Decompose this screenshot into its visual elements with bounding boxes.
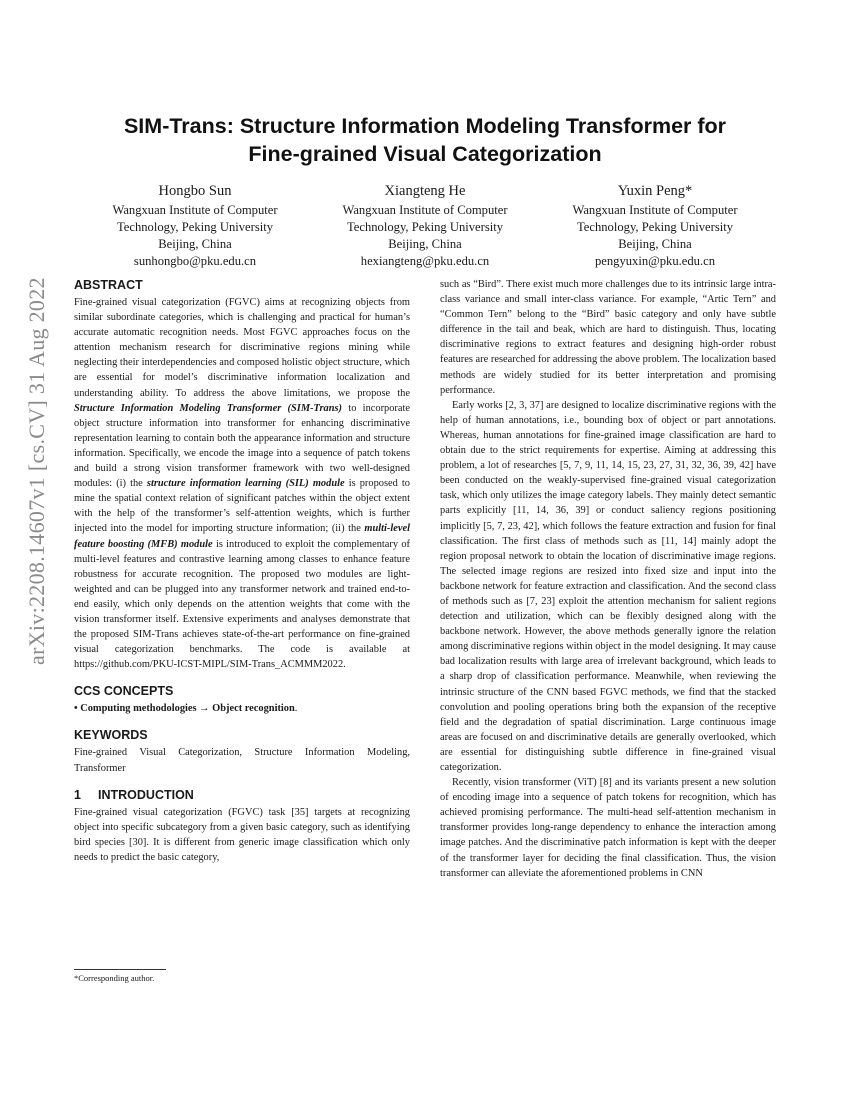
- author-3: [540, 182, 770, 270]
- author-email[interactable]: sunhongbo@pku.edu.cn: [133, 254, 257, 268]
- abstract-emphasis: multi-level feature boosting (MFB) module: [74, 523, 410, 550]
- author-affiliation: Wangxuan Institute of Computer: [342, 203, 508, 217]
- body-paragraph: Recently, vision transformer (ViT) [8] and its variants present a new solution of encoding image into a sequence of patch tokens for recognition, which has achieved promising performance. The multi-head self-attention mechanism in transformer provides long-range dependency to enhance the interaction among image patches. And the discriminative patch information is kept with the deeper of the transformer layer for deciding the final classification. Thus, the vision transformer can alleviate the aforementioned problems in CNN: [440, 777, 776, 879]
- keywords-heading: KEYWORDS: [74, 728, 148, 743]
- intro-heading: [74, 787, 410, 804]
- author-location: Beijing, China: [158, 237, 232, 251]
- abstract-heading: ABSTRACT: [74, 278, 143, 292]
- ccs-trail: .: [294, 703, 298, 715]
- body-paragraph: Early works [2, 3, 37] are designed to localize discriminative regions with the help of human annotations, i.e., bounding box of object or part annotations. Whereas, human annotations for fine-grained image classification are hard to obtain due to the strict requirements for expertise. Aiming at addressing this problem, a lot of researches [5, 7, 9, 11, 14, 15, 23, 27, 31, 32, 36, 39, 42] have been conducted on the weakly-supervised fine-grained visual categorization task, which only utilizes the image category labels. They mainly detect semantic parts explicitly [11, 14, 36, 39] or conduct saliency regions positioning implicitly [5, 7, 23, 42], which follows the feature extraction and fusion for final classification. The first class of methods such as [11, 14] mainly adopt the region proposal network to obtain the location of discriminative image regions. The selected image regions are resized into fixed size and input into the backbone network for feature extraction and classification. And the second class of methods such as [7, 23] exploit the attention mechanism for salient regions detection and utilization, which can be flexibly designed along with the backbone network. However, the above methods generally ignore the relation among discriminative regions within object in the model designing. It may cause bad localization results with large area of irrelevant background, which leads to a sharp drop of classification performance. Meanwhile, when reviewing the intrinsic structure of the CNN based FGVC methods, we find that the stacked convolution and pooling operations bring both the expansion of the receptive field and the degradation of spatial discrimination. Large continuous image areas are focused on and discriminative details are generally overlooked, which are essential for distinguishing subtle difference in fine-grained visual categorization.: [440, 399, 776, 773]
- author-email[interactable]: hexiangteng@pku.edu.cn: [360, 254, 490, 268]
- author-location: Beijing, China: [388, 237, 462, 251]
- author-name: Hongbo Sun: [158, 183, 232, 199]
- keywords-text: Fine-grained Visual Categorization, Structure Information Modeling, Transformer: [74, 747, 410, 774]
- section-title: INTRODUCTION: [98, 787, 194, 802]
- title-line-2: Fine-grained Visual Categorization: [248, 142, 602, 166]
- intro-paragraph: Fine-grained visual categorization (FGVC) task [35] targets at recognizing object into specific subcategory from a given basic category, such as identifying bird species [30]. It is different from generic image classification which only needs to predict the basic category,: [74, 806, 410, 863]
- author-location: Beijing, China: [618, 237, 692, 251]
- author-name: Xiangteng He: [384, 183, 466, 199]
- abstract-emphasis: structure information learning (SIL) module: [146, 478, 345, 490]
- author-affiliation: Technology, Peking University: [116, 220, 274, 234]
- author-block: [80, 182, 770, 270]
- left-column: [74, 277, 410, 865]
- footnote: *Corresponding author.: [74, 973, 155, 983]
- author-affiliation: Technology, Peking University: [346, 220, 504, 234]
- body-paragraph: such as “Bird”. There exist much more challenges due to its intrinsic large intra-class variance and small inter-class variance. For example, “Artic Tern” and “Common Tern” belong to the “Bird” basic category and only have subtle difference in the tail and beak, which are hard to distinguish. Thus, locating discriminative regions to extract features and designing high-order robust features are researched for addressing the above problem. The localization based methods are widely studied for its better interpretation and promising performance.: [440, 279, 776, 396]
- arxiv-stamp: arXiv:2208.14607v1 [cs.CV] 31 Aug 2022: [24, 277, 49, 665]
- paper-title: [60, 112, 790, 168]
- section-number: 1: [74, 787, 81, 802]
- author-name: Yuxin Peng*: [617, 183, 693, 199]
- abstract-part: is proposed to mine the spatial context relation of significant patches within the object extent with the help of the transformer’s self-attention weights, which is further injected into the model for importing structure information; (ii) the: [74, 478, 410, 535]
- ccs-concepts: [74, 701, 410, 716]
- author-affiliation: Technology, Peking University: [576, 220, 734, 234]
- abstract-part: Fine-grained visual categorization (FGVC) aims at recognizing objects from similar subordinate categories, which is challenging and practical for human’s accurate automatic recognition needs. Most FGVC approaches focus on the attention mechanism research for discriminative regions mining while neglecting their interdependencies and composed holistic object structure, which are essential for model’s discriminative information localization and understanding ability. To address the above limitations, we propose the: [74, 297, 410, 399]
- abstract-part: is introduced to exploit the complementary of multi-level features and contrastive learning among classes to enhance feature robustness for accurate recognition. The proposed two modules are light-weighted and can be plugged into any transformer network and trained end-to-end easily, which only depends on the attention weights that come with the vision transformer itself. Extensive experiments and analyses demonstrate that the proposed SIM-Trans achieves state-of-the-art performance on fine-grained visual categorization benchmarks. The code is available at https://github.com/PKU-ICST-MIPL/SIM-Trans_ACMMM2022.: [74, 538, 411, 671]
- abstract-text: [74, 295, 410, 672]
- author-affiliation: Wangxuan Institute of Computer: [112, 203, 278, 217]
- abstract-part: to incorporate object structure information into transformer for enhancing discriminative representation learning to contain both the appearance information and structure information. Specifically, we encode the image into a sequence of patch tokens and build a strong vision transformer framework with two well-designed modules: (i) the: [74, 402, 410, 490]
- right-column: [440, 277, 776, 881]
- ccs-heading: CCS CONCEPTS: [74, 684, 174, 699]
- ccs-item: • Computing methodologies → Object recognition: [74, 703, 295, 715]
- footnote-rule: [74, 969, 166, 970]
- abstract-emphasis: Structure Information Modeling Transformer (SIM-Trans): [74, 402, 343, 414]
- author-2: [310, 182, 540, 270]
- author-email[interactable]: pengyuxin@pku.edu.cn: [594, 254, 716, 268]
- author-affiliation: Wangxuan Institute of Computer: [572, 203, 738, 217]
- author-1: [80, 182, 310, 270]
- title-line-1: SIM-Trans: Structure Information Modeling Transformer for: [123, 114, 727, 138]
